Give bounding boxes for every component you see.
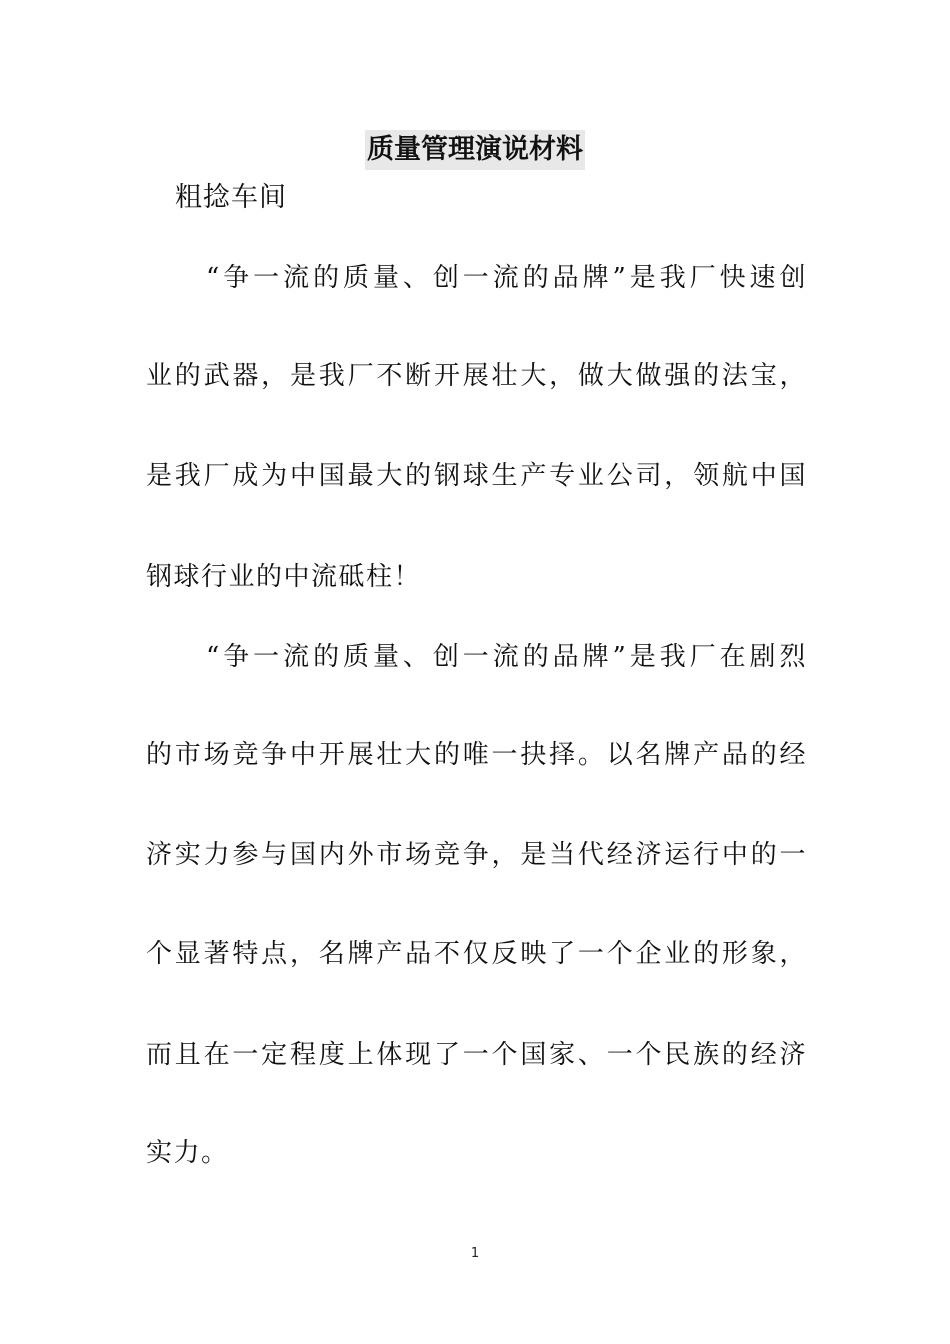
paragraph-line: 实力。	[146, 1138, 229, 1168]
paragraph-line: 的市场竞争中开展壮大的唯一抉择。以名牌产品的经	[146, 740, 806, 770]
paragraph-line: 是我厂成为中国最大的钢球生产专业公司，领航中国	[146, 461, 806, 491]
paragraph-line: 钢球行业的中流砥柱！	[146, 562, 422, 592]
paragraph-line: 业的武器，是我厂不断开展壮大，做大做强的法宝，	[146, 361, 806, 391]
document-subtitle: 粗捻车间	[175, 182, 287, 213]
paragraph-line: 而且在一定程度上体现了一个国家、一个民族的经济	[146, 1040, 806, 1070]
paragraph-line: “争一流的质量、创一流的品牌”是我厂在剧烈	[206, 642, 806, 672]
document-title: 质量管理演说材料	[365, 130, 585, 170]
title-container	[0, 130, 950, 170]
paragraph-line: “争一流的质量、创一流的品牌”是我厂快速创	[206, 263, 806, 293]
paragraph-line: 济实力参与国内外市场竞争，是当代经济运行中的一	[146, 840, 806, 870]
page-number: 1	[470, 1246, 480, 1261]
paragraph-line: 个显著特点，名牌产品不仅反映了一个企业的形象，	[146, 939, 806, 969]
